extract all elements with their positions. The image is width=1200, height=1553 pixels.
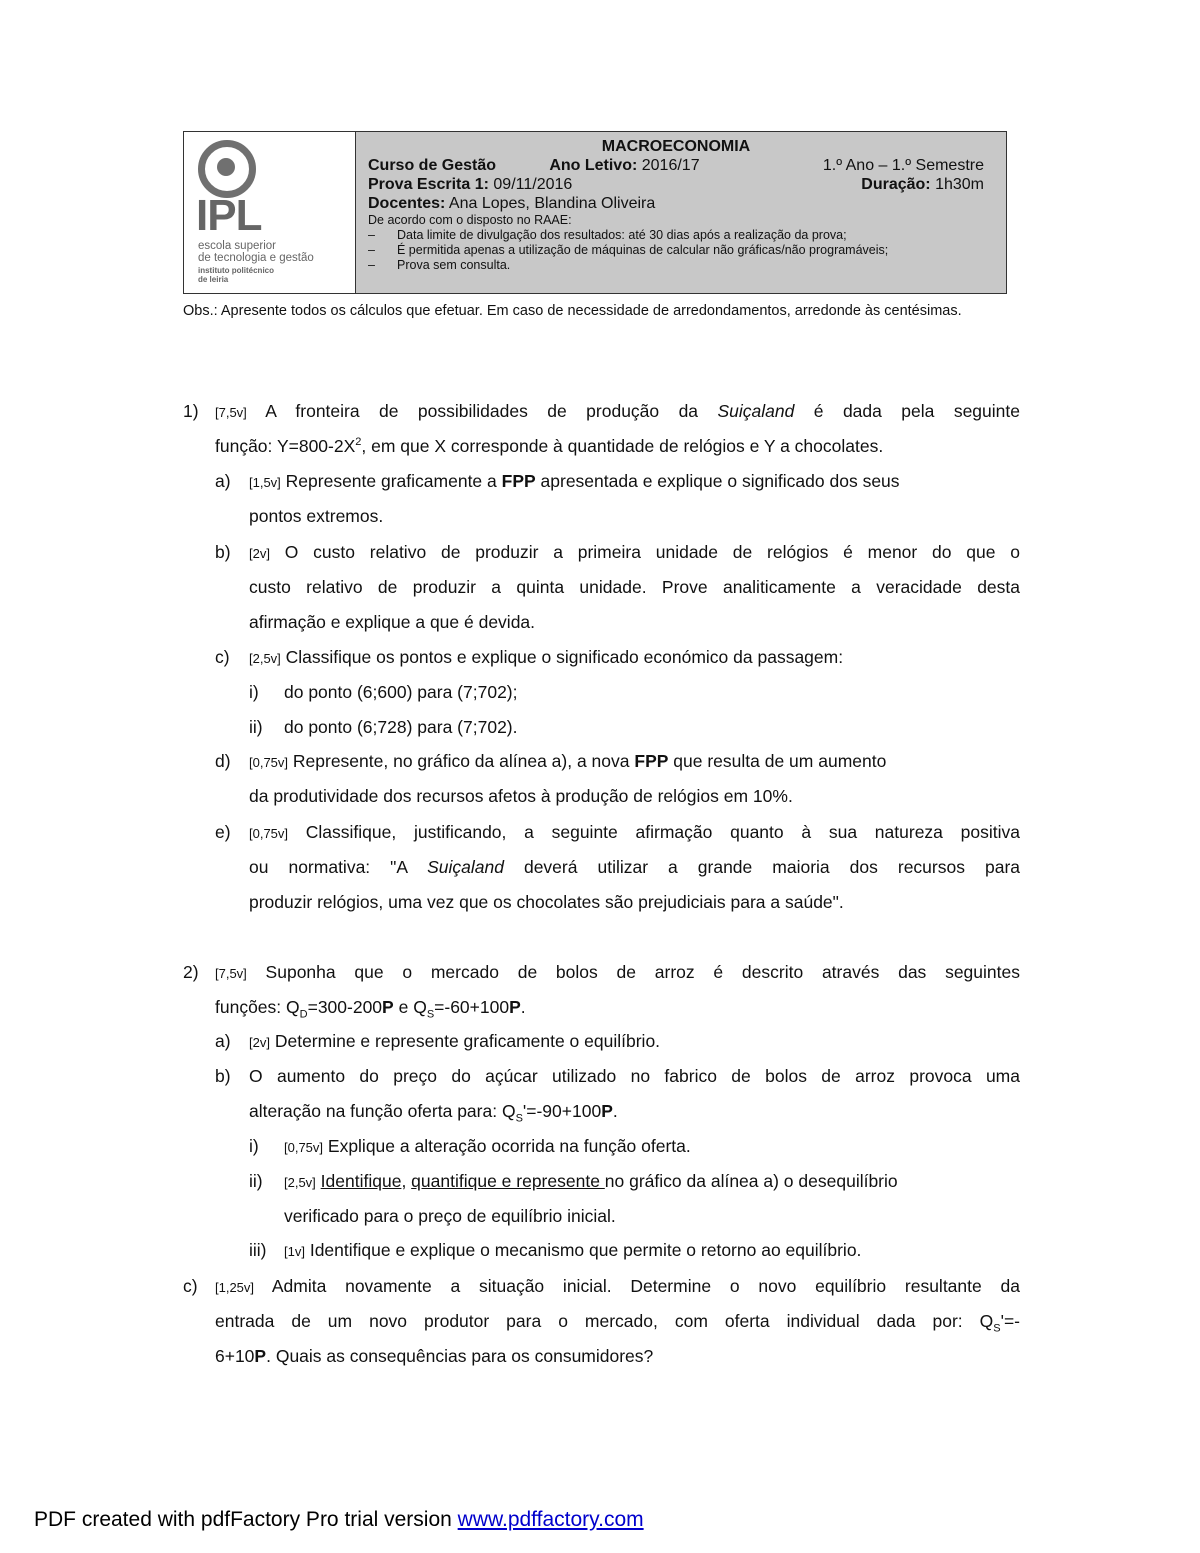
logo-line: instituto politécnico bbox=[198, 266, 274, 275]
text: . bbox=[520, 997, 526, 1017]
q2a-line1 bbox=[249, 1030, 660, 1054]
text: apresentada e explique o significado dos seus bbox=[535, 471, 900, 491]
logo-institute bbox=[198, 266, 274, 284]
text: '=- bbox=[1000, 1311, 1020, 1331]
text: O custo relativo de produzir a primeira unidade de relógios é menor do que o bbox=[269, 542, 1020, 562]
q2-line2 bbox=[215, 996, 526, 1021]
rule-text: Prova sem consulta. bbox=[397, 258, 511, 272]
text: Determine e represente graficamente o equilíbrio. bbox=[269, 1031, 661, 1051]
text: P bbox=[254, 1346, 267, 1366]
year-value: 2016/17 bbox=[637, 157, 700, 174]
rule-text: É permitida apenas a utilização de máquinas de calcular não gráficas/não programáveis; bbox=[397, 243, 889, 257]
q1d-line1 bbox=[249, 750, 886, 774]
q2b-i-number: i) bbox=[249, 1136, 259, 1156]
q2b-i-text bbox=[284, 1135, 691, 1159]
mark: [2,5v] bbox=[284, 1175, 316, 1190]
text: Classifique os pontos e explique o significado económico da passagem: bbox=[280, 647, 844, 667]
exam-header bbox=[183, 131, 1007, 294]
q1e-line2 bbox=[249, 856, 1020, 878]
text: . Quais as consequências para os consumidores? bbox=[266, 1346, 654, 1366]
q1a-line2: pontos extremos. bbox=[249, 506, 384, 526]
q2b-ii-line1 bbox=[284, 1170, 898, 1194]
mark: [7,5v] bbox=[215, 405, 247, 420]
text: =-60+100 bbox=[434, 997, 510, 1017]
q2c-line2 bbox=[215, 1310, 1020, 1335]
text: que resulta de um aumento bbox=[668, 751, 887, 771]
q1c-ii-number: ii) bbox=[249, 717, 263, 737]
mark: [2,5v] bbox=[249, 651, 281, 666]
text: e Q bbox=[393, 997, 427, 1017]
subscript: D bbox=[299, 1008, 308, 1021]
text: P bbox=[601, 1101, 613, 1121]
q1b-line2: custo relativo de produzir a quinta unidade. Prove analiticamente a veracidade desta bbox=[249, 577, 1020, 597]
q2c-line3 bbox=[215, 1345, 653, 1367]
text: ou normativa: "A bbox=[249, 857, 428, 877]
q1c-i-number: i) bbox=[249, 682, 259, 702]
q2c-number: c) bbox=[183, 1276, 198, 1296]
rule-text: Data limite de divulgação dos resultados: até 30 dias após a realização da prova; bbox=[397, 228, 847, 242]
q1e-line1 bbox=[249, 821, 1020, 845]
text: Explique a alteração ocorrida na função oferta. bbox=[323, 1136, 691, 1156]
q2b-iii-number: iii) bbox=[249, 1240, 267, 1260]
q2b-iii-text bbox=[284, 1239, 861, 1263]
footer-text: PDF created with pdfFactory Pro trial version bbox=[34, 1508, 458, 1531]
mark: [0,75v] bbox=[249, 755, 289, 770]
q2b-number: b) bbox=[215, 1066, 231, 1086]
q2b-line1: O aumento do preço do açúcar utilizado no fabrico de bolos de arroz provoca uma bbox=[249, 1066, 1020, 1086]
mark: [0,75v] bbox=[284, 1140, 324, 1155]
logo-line: escola superior bbox=[198, 240, 276, 252]
q1-line2 bbox=[215, 435, 883, 457]
text: alteração na função oferta para: Q bbox=[249, 1101, 516, 1121]
q1a-number: a) bbox=[215, 471, 231, 491]
text: '=-90+100 bbox=[522, 1101, 602, 1121]
underlined-text: quantifique e represente bbox=[411, 1171, 605, 1191]
duration-value: 1h30m bbox=[930, 176, 984, 193]
rule-item: – Data limite de divulgação dos resultados: até 30 dias após a realização da prova; bbox=[368, 228, 847, 242]
rule-item: – É permitida apenas a utilização de máquinas de calcular não gráficas/não programáveis; bbox=[368, 243, 889, 257]
q1d-number: d) bbox=[215, 751, 231, 771]
exam-date bbox=[368, 175, 572, 194]
subscript: S bbox=[515, 1112, 523, 1125]
mark: [1v] bbox=[284, 1244, 305, 1259]
logo-line: de tecnologia e gestão bbox=[198, 251, 314, 264]
text: FPP bbox=[634, 751, 669, 771]
semester: 1.º Ano – 1.º Semestre bbox=[822, 157, 984, 174]
q2b-ii-number: ii) bbox=[249, 1171, 263, 1191]
mark: [2v] bbox=[249, 1035, 270, 1050]
logo-line: de leiria bbox=[198, 275, 229, 284]
q1d-line2: da produtividade dos recursos afetos à produção de relógios em 10%. bbox=[249, 786, 793, 806]
text: Suponha que o mercado de bolos de arroz é descrito através das seguintes bbox=[246, 962, 1020, 982]
duration-label: Duração: bbox=[861, 176, 931, 193]
superscript: 2 bbox=[355, 436, 362, 449]
info-row-course bbox=[368, 156, 984, 175]
duration bbox=[861, 175, 984, 194]
text: entrada de um novo produtor para o mercado, com oferta individual dada por: Q bbox=[215, 1311, 994, 1331]
info-row-exam bbox=[368, 175, 984, 194]
text: =300-200 bbox=[307, 997, 383, 1017]
text: , bbox=[401, 1171, 412, 1191]
pdffactory-link[interactable]: www.pdffactory.com bbox=[457, 1508, 644, 1531]
text: 6+10 bbox=[215, 1346, 255, 1366]
teachers-label: Docentes: bbox=[368, 195, 446, 212]
text: . bbox=[612, 1101, 618, 1121]
exam-info bbox=[356, 132, 1006, 293]
q1-line1 bbox=[215, 400, 1020, 424]
ipl-logo bbox=[184, 132, 356, 293]
course-name: Curso de Gestão bbox=[368, 157, 497, 174]
text: P bbox=[509, 997, 521, 1017]
text: no gráfico da alínea a) o desequilíbrio bbox=[604, 1171, 898, 1191]
text: função: Y=800-2X bbox=[215, 436, 356, 456]
q1b-number: b) bbox=[215, 542, 231, 562]
q2a-number: a) bbox=[215, 1031, 231, 1051]
q2-line1 bbox=[215, 961, 1020, 985]
text: Represente graficamente a bbox=[280, 471, 502, 491]
raae-note: De acordo com o disposto no RAAE: bbox=[368, 213, 572, 227]
school-year bbox=[549, 156, 699, 175]
subscript: S bbox=[426, 1008, 435, 1021]
q2b-line2 bbox=[249, 1100, 618, 1125]
mark: [7,5v] bbox=[215, 966, 247, 981]
q2b-ii-line2: verificado para o preço de equilíbrio inicial. bbox=[284, 1206, 616, 1226]
country-name: Suiçaland bbox=[717, 401, 795, 421]
text: , em que X corresponde à quantidade de relógios e Y a chocolates. bbox=[361, 436, 884, 456]
text: Classifique, justificando, a seguinte afirmação quanto à sua natureza positiva bbox=[288, 822, 1020, 842]
text: funções: Q bbox=[215, 997, 300, 1017]
pdf-footer bbox=[34, 1508, 644, 1532]
observation-note: Obs.: Apresente todos os cálculos que efetuar. Em caso de necessidade de arredondamentos, arredonde às centésimas. bbox=[183, 303, 962, 319]
q1c-number: c) bbox=[215, 647, 230, 667]
teachers-value: Ana Lopes, Blandina Oliveira bbox=[445, 195, 656, 212]
q1a-line1 bbox=[249, 470, 900, 494]
text: Identifique e explique o mecanismo que permite o retorno ao equilíbrio. bbox=[304, 1240, 862, 1260]
exam-label: Prova Escrita 1: bbox=[368, 176, 489, 193]
q1-number: 1) bbox=[183, 401, 199, 421]
teachers bbox=[368, 194, 984, 213]
logo-dot-icon bbox=[217, 158, 235, 176]
q1b-line3: afirmação e explique a que é devida. bbox=[249, 612, 536, 632]
q1c-ii-text: do ponto (6;728) para (7;702). bbox=[284, 717, 518, 737]
logo-text: IPL bbox=[196, 191, 262, 240]
text: P bbox=[382, 997, 394, 1017]
q1c-i-text: do ponto (6;600) para (7;702); bbox=[284, 682, 518, 702]
q1c-line1 bbox=[249, 646, 843, 670]
mark: [2v] bbox=[249, 546, 270, 561]
text: é dada pela seguinte bbox=[794, 401, 1020, 421]
q1e-line3: produzir relógios, uma vez que os chocolates são prejudiciais para a saúde". bbox=[249, 892, 844, 912]
exam-value: 09/11/2016 bbox=[488, 176, 573, 193]
logo-subtitle bbox=[198, 241, 314, 264]
text: FPP bbox=[501, 471, 536, 491]
country-name: Suiçaland bbox=[427, 857, 504, 877]
text: A fronteira de possibilidades de produção da bbox=[246, 401, 718, 421]
text: Represente, no gráfico da alínea a), a nova bbox=[288, 751, 635, 771]
course-title: MACROECONOMIA bbox=[601, 138, 751, 155]
q2c-line1 bbox=[215, 1275, 1020, 1299]
year-label: Ano Letivo: bbox=[549, 157, 638, 174]
q2-number: 2) bbox=[183, 962, 199, 982]
subscript: S bbox=[993, 1322, 1001, 1335]
mark: [1,25v] bbox=[215, 1280, 255, 1295]
rule-item: – Prova sem consulta. bbox=[368, 258, 511, 272]
text: Admita novamente a situação inicial. Determine o novo equilíbrio resultante da bbox=[254, 1276, 1020, 1296]
text: deverá utilizar a grande maioria dos recursos para bbox=[503, 857, 1021, 877]
mark: [0,75v] bbox=[249, 826, 289, 841]
q1e-number: e) bbox=[215, 822, 231, 842]
underlined-text: Identifique bbox=[320, 1171, 402, 1191]
q1b-line1 bbox=[249, 541, 1020, 565]
mark: [1,5v] bbox=[249, 475, 281, 490]
